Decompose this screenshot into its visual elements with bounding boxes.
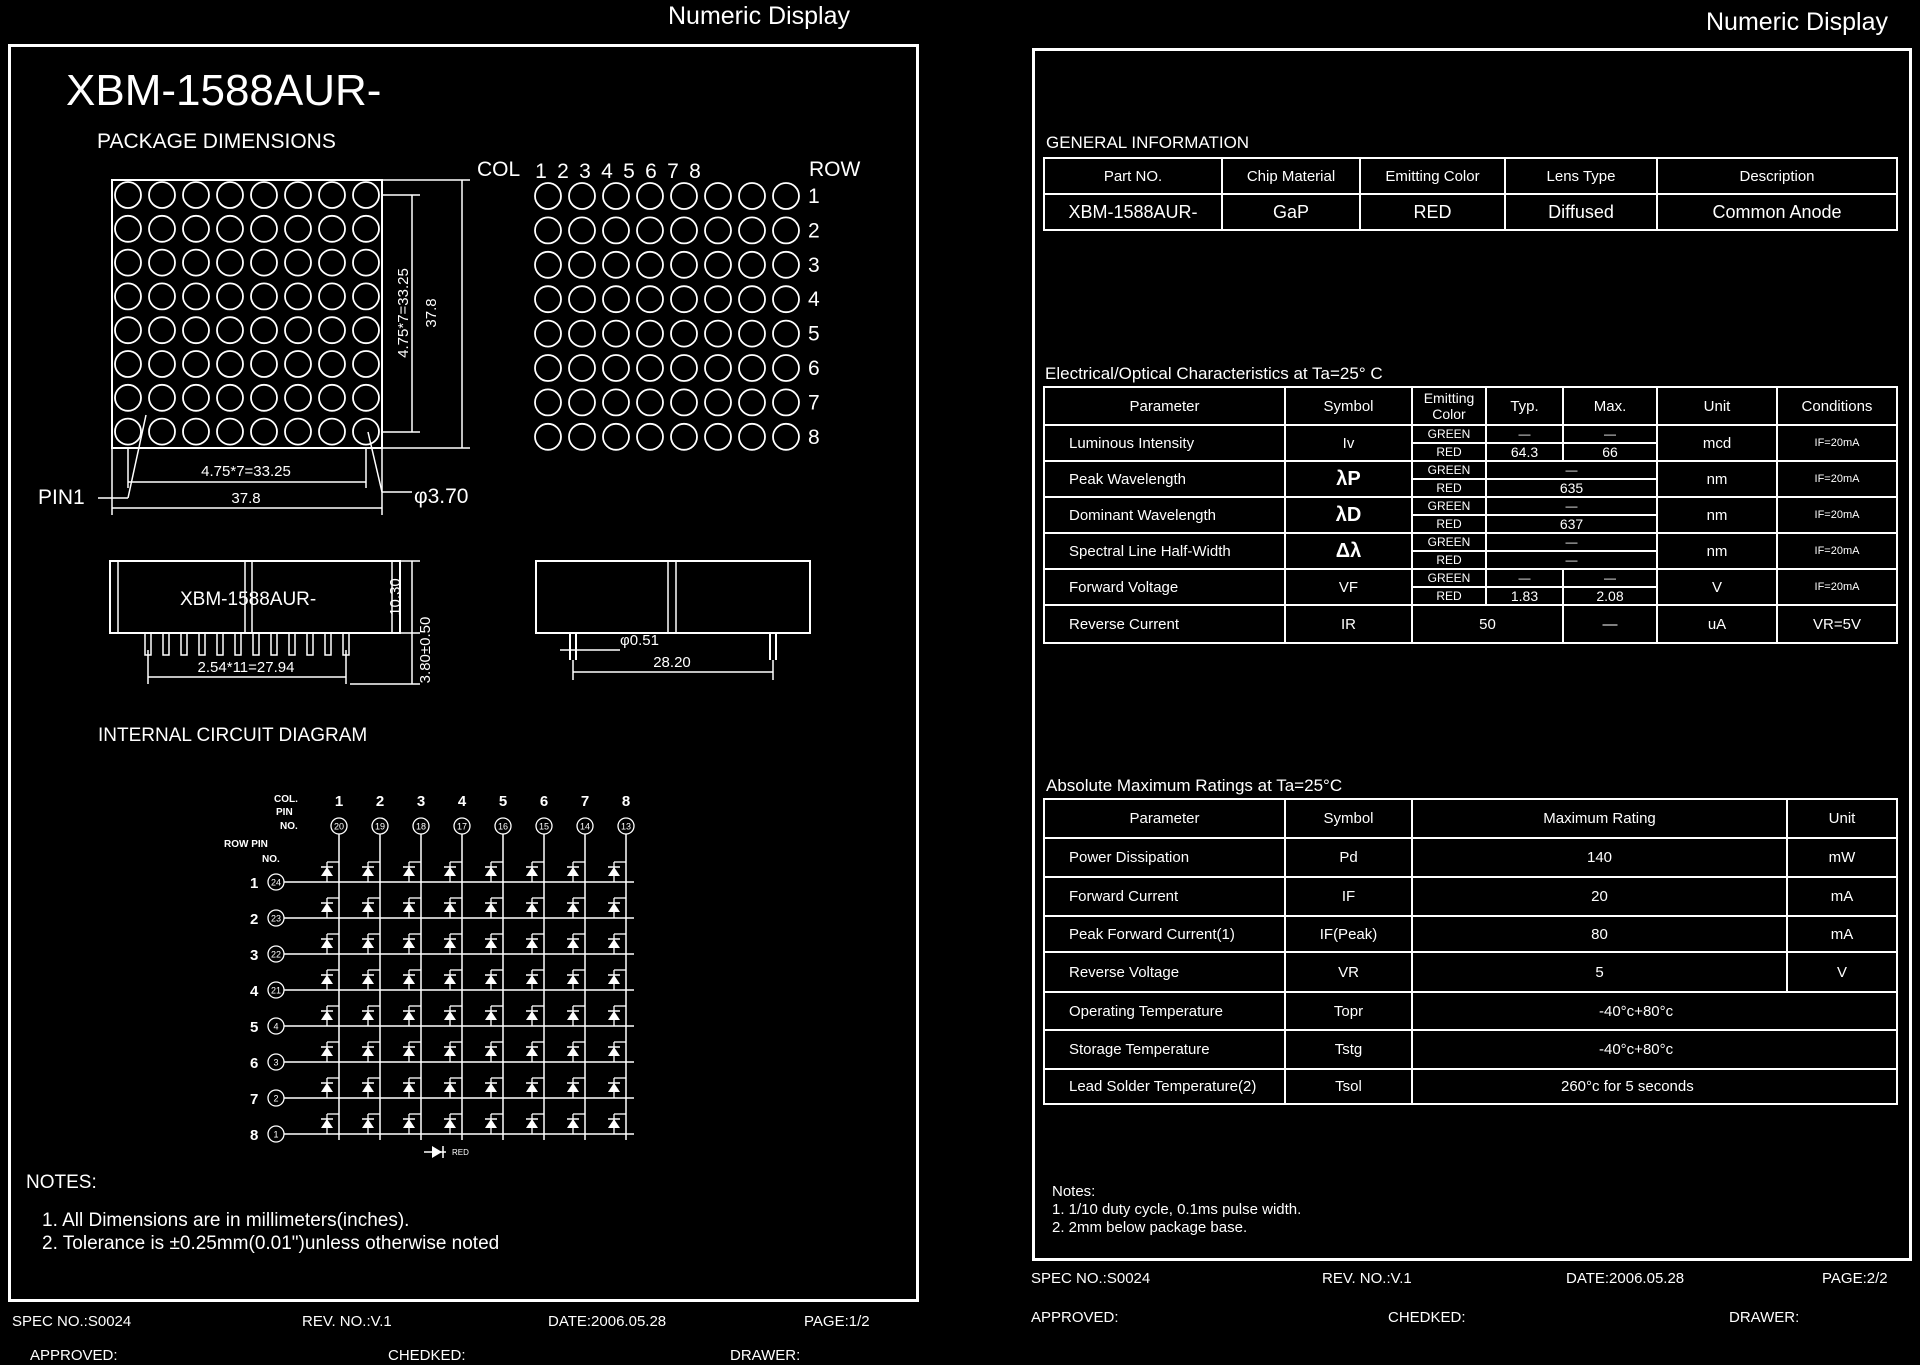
eo-cond-4: IF=20mA bbox=[1777, 533, 1897, 569]
circuit-row-number: 5 bbox=[250, 1019, 259, 1036]
diode-symbol bbox=[526, 1083, 538, 1092]
dim-outer-vertical: 37.8 bbox=[423, 298, 440, 328]
eo-rmax-1: 66 bbox=[1563, 443, 1657, 461]
diode-symbol bbox=[362, 1083, 374, 1092]
eo-symbol-4: Δλ bbox=[1285, 533, 1412, 569]
col-number: 8 bbox=[689, 160, 701, 183]
col-number: 4 bbox=[601, 160, 613, 183]
diode-symbol bbox=[444, 867, 456, 876]
page2-note-1: 1. 1/10 duty cycle, 0.1ms pulse width. bbox=[1052, 1201, 1302, 1218]
eo-green-3: GREEN bbox=[1412, 497, 1486, 515]
am-symbol-5: Topr bbox=[1285, 992, 1412, 1030]
dim-row-spacing: 28.20 bbox=[653, 654, 691, 671]
diode-symbol bbox=[321, 1047, 333, 1056]
diode-symbol bbox=[444, 939, 456, 948]
eo-header-unit: Unit bbox=[1657, 387, 1777, 425]
diode-symbol bbox=[567, 975, 579, 984]
diode-symbol bbox=[608, 1119, 620, 1128]
circuit-no-label: NO. bbox=[280, 821, 298, 832]
eo-header-param: Parameter bbox=[1044, 387, 1285, 425]
diode-symbol bbox=[403, 1011, 415, 1020]
gi-header-desc: Description bbox=[1657, 158, 1897, 194]
eo-param-5: Forward Voltage bbox=[1044, 569, 1285, 605]
row-pin-number: 4 bbox=[273, 1021, 279, 1032]
am-param-1: Power Dissipation bbox=[1044, 838, 1285, 877]
row-number: 5 bbox=[808, 322, 820, 346]
dim-inner-vertical: 4.75*7=33.25 bbox=[395, 268, 412, 358]
diode-symbol bbox=[567, 1083, 579, 1092]
am-rating-3: 80 bbox=[1412, 916, 1787, 952]
general-info-table bbox=[1043, 157, 1898, 231]
notes-title: NOTES: bbox=[26, 1172, 97, 1193]
diode-symbol bbox=[485, 1047, 497, 1056]
diode-symbol bbox=[444, 1047, 456, 1056]
circuit-col-number: 7 bbox=[580, 793, 590, 810]
diode-symbol bbox=[485, 1119, 497, 1128]
eo-param-3: Dominant Wavelength bbox=[1044, 497, 1285, 533]
diode-symbol bbox=[526, 939, 538, 948]
footer-spec: SPEC NO.:S0024 bbox=[12, 1313, 132, 1330]
circuit-row-number: 6 bbox=[250, 1055, 259, 1072]
am-symbol-3: IF(Peak) bbox=[1285, 916, 1412, 952]
diode-symbol bbox=[526, 1119, 538, 1128]
note-1: 1. All Dimensions are in millimeters(inches). bbox=[42, 1210, 410, 1231]
eo-red-1: RED bbox=[1412, 443, 1486, 461]
diode-symbol bbox=[567, 1047, 579, 1056]
footer-date: DATE:2006.05.28 bbox=[548, 1313, 667, 1330]
diode-symbol bbox=[608, 1047, 620, 1056]
eo-green-5: GREEN bbox=[1412, 569, 1486, 587]
diode-symbol bbox=[608, 1083, 620, 1092]
diode-symbol bbox=[321, 939, 333, 948]
eo-gmax-1: — bbox=[1563, 425, 1657, 443]
eo-cond-2: IF=20mA bbox=[1777, 461, 1897, 497]
dim-pin-diameter: φ0.51 bbox=[620, 632, 659, 649]
am-rating-2: 20 bbox=[1412, 877, 1787, 916]
circuit-col-number: 3 bbox=[416, 793, 426, 810]
circuit-row-number: 2 bbox=[250, 911, 259, 928]
am-param-6: Storage Temperature bbox=[1044, 1030, 1285, 1069]
row-number: 8 bbox=[808, 425, 820, 449]
diode-symbol bbox=[485, 975, 497, 984]
am-symbol-7: Tsol bbox=[1285, 1069, 1412, 1104]
am-param-3: Peak Forward Current(1) bbox=[1044, 916, 1285, 952]
diode-symbol bbox=[403, 1083, 415, 1092]
diode-symbol bbox=[485, 1083, 497, 1092]
diode-symbol bbox=[403, 867, 415, 876]
am-unit-4: V bbox=[1787, 952, 1897, 992]
eo-rtyp-1: 64.3 bbox=[1486, 443, 1563, 461]
diode-symbol bbox=[526, 903, 538, 912]
circuit-row-no-label: NO. bbox=[262, 854, 280, 865]
diode-symbol bbox=[444, 975, 456, 984]
eo-symbol-6: IR bbox=[1285, 605, 1412, 643]
diode-symbol bbox=[567, 1011, 579, 1020]
eo-gtyp-1: — bbox=[1486, 425, 1563, 443]
eo-red-2: RED bbox=[1412, 479, 1486, 497]
diode-symbol bbox=[526, 975, 538, 984]
diode-symbol bbox=[403, 903, 415, 912]
note-2: 2. Tolerance is ±0.25mm(0.01")unless otherwise noted bbox=[42, 1233, 500, 1254]
row-pin-number: 21 bbox=[270, 985, 282, 996]
circuit-row-number: 1 bbox=[250, 875, 259, 892]
circuit-col-number: 4 bbox=[457, 793, 467, 810]
diode-symbol bbox=[444, 1083, 456, 1092]
page2-footer-rev: REV. NO.:V.1 bbox=[1322, 1270, 1412, 1287]
circuit-col-number: 5 bbox=[498, 793, 508, 810]
circuit-row-number: 3 bbox=[250, 947, 259, 964]
circuit-col-number: 1 bbox=[334, 793, 344, 810]
gi-header-color: Emitting Color bbox=[1360, 158, 1505, 194]
footer-checked: CHEDKED: bbox=[388, 1347, 466, 1364]
am-rating-7: 260°c for 5 seconds bbox=[1412, 1069, 1897, 1104]
eo-cond-5: IF=20mA bbox=[1777, 569, 1897, 605]
row-number: 1 bbox=[808, 185, 820, 208]
row-number: 7 bbox=[808, 391, 820, 415]
eo-red-5: RED bbox=[1412, 587, 1486, 605]
am-param-7: Lead Solder Temperature(2) bbox=[1044, 1069, 1285, 1104]
page1-header: Numeric Display bbox=[668, 2, 850, 30]
eo-unit-1: mcd bbox=[1657, 425, 1777, 461]
col-label: COL bbox=[477, 158, 521, 181]
row-pin-number: 1 bbox=[273, 1129, 279, 1140]
pin1-label: PIN1 bbox=[38, 486, 85, 509]
eo-param-6: Reverse Current bbox=[1044, 605, 1285, 643]
eo-green-4: GREEN bbox=[1412, 533, 1486, 551]
eo-gval-4: — bbox=[1486, 533, 1657, 551]
col-pin-number: 19 bbox=[374, 821, 386, 832]
col-number: 6 bbox=[645, 160, 657, 183]
circuit-row-number: 4 bbox=[250, 983, 259, 1000]
gi-color: RED bbox=[1360, 194, 1505, 230]
am-unit-3: mA bbox=[1787, 916, 1897, 952]
diode-symbol bbox=[485, 1011, 497, 1020]
am-rating-5: -40°c+80°c bbox=[1412, 992, 1897, 1030]
eo-max-6: — bbox=[1563, 605, 1657, 643]
page2-footer-approved: APPROVED: bbox=[1031, 1309, 1119, 1326]
diode-symbol bbox=[321, 1119, 333, 1128]
eo-symbol-5: VF bbox=[1285, 569, 1412, 605]
eo-cond-6: VR=5V bbox=[1777, 605, 1897, 643]
absolute-table bbox=[1043, 798, 1898, 1105]
circuit-col-number: 6 bbox=[539, 793, 549, 810]
diode-symbol bbox=[362, 1011, 374, 1020]
eo-red-4: RED bbox=[1412, 551, 1486, 569]
eo-green-2: GREEN bbox=[1412, 461, 1486, 479]
circuit-pin-label: PIN bbox=[276, 807, 293, 818]
diode-symbol bbox=[567, 867, 579, 876]
circuit-row-pin-label: ROW PIN bbox=[224, 839, 268, 850]
diode-symbol bbox=[526, 1011, 538, 1020]
electrical-heading: Electrical/Optical Characteristics at Ta=25° C bbox=[1045, 364, 1383, 383]
gi-part: XBM-1588AUR- bbox=[1044, 194, 1222, 230]
eo-rval-3: 637 bbox=[1486, 515, 1657, 533]
dim-pin-length: 3.80±0.50 bbox=[417, 616, 434, 684]
diode-symbol bbox=[321, 975, 333, 984]
diode-symbol bbox=[403, 975, 415, 984]
col-pin-number: 13 bbox=[620, 821, 632, 832]
row-number: 6 bbox=[808, 357, 820, 380]
col-pin-number: 18 bbox=[415, 821, 427, 832]
diode-symbol bbox=[321, 1011, 333, 1020]
diode-symbol bbox=[403, 939, 415, 948]
eo-gval-3: — bbox=[1486, 497, 1657, 515]
eo-unit-6: uA bbox=[1657, 605, 1777, 643]
eo-red-3: RED bbox=[1412, 515, 1486, 533]
absolute-heading: Absolute Maximum Ratings at Ta=25°C bbox=[1046, 776, 1343, 795]
footer-rev: REV. NO.:V.1 bbox=[302, 1313, 392, 1330]
row-pin-number: 2 bbox=[273, 1093, 279, 1104]
eo-param-2: Peak Wavelength bbox=[1044, 461, 1285, 497]
circuit-row-number: 7 bbox=[250, 1091, 259, 1108]
am-param-5: Operating Temperature bbox=[1044, 992, 1285, 1030]
diode-symbol bbox=[362, 1119, 374, 1128]
eo-cond-1: IF=20mA bbox=[1777, 425, 1897, 461]
eo-unit-5: V bbox=[1657, 569, 1777, 605]
diode-symbol bbox=[608, 903, 620, 912]
am-unit-1: mW bbox=[1787, 838, 1897, 877]
eo-rtyp-5: 1.83 bbox=[1486, 587, 1563, 605]
package-dimensions-heading: PACKAGE DIMENSIONS bbox=[97, 130, 336, 153]
eo-symbol-1: Iv bbox=[1285, 425, 1412, 461]
page2-header: Numeric Display bbox=[1706, 8, 1888, 36]
col-number: 2 bbox=[557, 160, 569, 183]
diode-symbol bbox=[485, 867, 497, 876]
eo-rval-2: 635 bbox=[1486, 479, 1657, 497]
page2-footer-checked: CHEDKED: bbox=[1388, 1309, 1466, 1326]
dim-outer-horizontal: 37.8 bbox=[231, 490, 261, 507]
diode-symbol bbox=[526, 1047, 538, 1056]
am-header-symbol: Symbol bbox=[1285, 799, 1412, 838]
gi-header-chip: Chip Material bbox=[1222, 158, 1360, 194]
col-pin-number: 17 bbox=[456, 821, 468, 832]
page2-footer-date: DATE:2006.05.28 bbox=[1566, 1270, 1685, 1287]
am-rating-6: -40°c+80°c bbox=[1412, 1030, 1897, 1069]
eo-symbol-2: λP bbox=[1285, 461, 1412, 497]
col-number: 3 bbox=[579, 160, 591, 183]
diode-symbol bbox=[567, 939, 579, 948]
diode-symbol bbox=[608, 975, 620, 984]
footer-drawer: DRAWER: bbox=[730, 1347, 801, 1364]
dim-pin-pitch: 2.54*11=27.94 bbox=[197, 659, 295, 676]
diode-symbol bbox=[321, 1083, 333, 1092]
eo-unit-2: nm bbox=[1657, 461, 1777, 497]
am-symbol-4: VR bbox=[1285, 952, 1412, 992]
eo-header-symbol: Symbol bbox=[1285, 387, 1412, 425]
diode-symbol bbox=[444, 1011, 456, 1020]
col-pin-number: 16 bbox=[497, 821, 509, 832]
row-number: 4 bbox=[808, 288, 820, 312]
diode-symbol bbox=[608, 867, 620, 876]
general-info-heading: GENERAL INFORMATION bbox=[1046, 133, 1250, 152]
eo-symbol-3: λD bbox=[1285, 497, 1412, 533]
dim-height: 10.30 bbox=[387, 578, 404, 616]
diode-symbol bbox=[444, 1119, 456, 1128]
gi-lens: Diffused bbox=[1505, 194, 1657, 230]
page2-note-2: 2. 2mm below package base. bbox=[1052, 1219, 1248, 1236]
am-symbol-6: Tstg bbox=[1285, 1030, 1412, 1069]
led-legend: RED bbox=[452, 1148, 469, 1157]
eo-typ-6: 50 bbox=[1412, 605, 1563, 643]
eo-header-cond: Conditions bbox=[1777, 387, 1897, 425]
gi-header-part: Part NO. bbox=[1044, 158, 1222, 194]
page2-footer-drawer: DRAWER: bbox=[1729, 1309, 1800, 1326]
eo-gval-2: — bbox=[1486, 461, 1657, 479]
diode-symbol bbox=[362, 1047, 374, 1056]
eo-unit-4: nm bbox=[1657, 533, 1777, 569]
col-pin-number: 14 bbox=[579, 821, 591, 832]
eo-header-typ: Typ. bbox=[1486, 387, 1563, 425]
diode-symbol bbox=[362, 903, 374, 912]
eo-header-max: Max. bbox=[1563, 387, 1657, 425]
am-header-param: Parameter bbox=[1044, 799, 1285, 838]
circuit-col-number: 8 bbox=[621, 793, 631, 810]
eo-rmax-5: 2.08 bbox=[1563, 587, 1657, 605]
page1-model-title: XBM-1588AUR- bbox=[66, 66, 382, 115]
eo-unit-3: nm bbox=[1657, 497, 1777, 533]
gi-header-lens: Lens Type bbox=[1505, 158, 1657, 194]
electrical-table bbox=[1043, 386, 1898, 644]
col-pin-number: 15 bbox=[538, 821, 550, 832]
circuit-col-number: 2 bbox=[375, 793, 385, 810]
side-view-model: XBM-1588AUR- bbox=[180, 589, 317, 610]
internal-circuit-heading: INTERNAL CIRCUIT DIAGRAM bbox=[98, 725, 368, 746]
page2-footer-page: PAGE:2/2 bbox=[1822, 1270, 1888, 1287]
row-pin-number: 3 bbox=[273, 1057, 279, 1068]
diode-symbol bbox=[567, 903, 579, 912]
am-param-2: Forward Current bbox=[1044, 877, 1285, 916]
am-rating-4: 5 bbox=[1412, 952, 1787, 992]
diode-symbol bbox=[403, 1047, 415, 1056]
diode-symbol bbox=[321, 867, 333, 876]
am-param-4: Reverse Voltage bbox=[1044, 952, 1285, 992]
diode-symbol bbox=[362, 939, 374, 948]
page2-footer-spec: SPEC NO.:S0024 bbox=[1031, 1270, 1151, 1287]
gi-desc: Common Anode bbox=[1657, 194, 1897, 230]
am-symbol-1: Pd bbox=[1285, 838, 1412, 877]
row-number: 2 bbox=[808, 219, 820, 243]
am-unit-2: mA bbox=[1787, 877, 1897, 916]
diode-symbol bbox=[485, 939, 497, 948]
row-pin-number: 24 bbox=[270, 877, 282, 888]
diode-symbol bbox=[362, 867, 374, 876]
eo-green-1: GREEN bbox=[1412, 425, 1486, 443]
footer-approved: APPROVED: bbox=[30, 1347, 118, 1364]
diode-symbol bbox=[321, 903, 333, 912]
row-number: 3 bbox=[808, 253, 820, 277]
diode-symbol bbox=[403, 1119, 415, 1128]
row-pin-number: 22 bbox=[270, 949, 282, 960]
eo-gmax-5: — bbox=[1563, 569, 1657, 587]
eo-header-color: Emitting Color bbox=[1412, 387, 1486, 425]
col-number: 1 bbox=[535, 160, 547, 183]
eo-cond-3: IF=20mA bbox=[1777, 497, 1897, 533]
row-pin-number: 23 bbox=[270, 913, 282, 924]
gi-chip: GaP bbox=[1222, 194, 1360, 230]
am-header-unit: Unit bbox=[1787, 799, 1897, 838]
eo-gtyp-5: — bbox=[1486, 569, 1563, 587]
diode-symbol bbox=[362, 975, 374, 984]
diode-symbol bbox=[526, 867, 538, 876]
col-number: 5 bbox=[623, 160, 635, 183]
diode-symbol bbox=[608, 939, 620, 948]
footer-page: PAGE:1/2 bbox=[804, 1313, 870, 1330]
circuit-col-label: COL. bbox=[274, 794, 298, 805]
eo-param-4: Spectral Line Half-Width bbox=[1044, 533, 1285, 569]
diode-symbol bbox=[444, 903, 456, 912]
col-number: 7 bbox=[667, 160, 679, 183]
page2-notes-title: Notes: bbox=[1052, 1183, 1096, 1200]
led-diameter-label: φ3.70 bbox=[414, 485, 469, 508]
eo-param-1: Luminous Intensity bbox=[1044, 425, 1285, 461]
dim-inner-horizontal: 4.75*7=33.25 bbox=[201, 463, 291, 480]
row-label: ROW bbox=[809, 158, 861, 181]
diode-symbol bbox=[567, 1119, 579, 1128]
eo-rval-4: — bbox=[1486, 551, 1657, 569]
diode-symbol bbox=[485, 903, 497, 912]
diode-symbol bbox=[608, 1011, 620, 1020]
circuit-diagram bbox=[0, 0, 920, 1180]
am-header-rating: Maximum Rating bbox=[1412, 799, 1787, 838]
circuit-row-number: 8 bbox=[250, 1127, 259, 1144]
col-pin-number: 20 bbox=[333, 821, 345, 832]
am-symbol-2: IF bbox=[1285, 877, 1412, 916]
am-rating-1: 140 bbox=[1412, 838, 1787, 877]
